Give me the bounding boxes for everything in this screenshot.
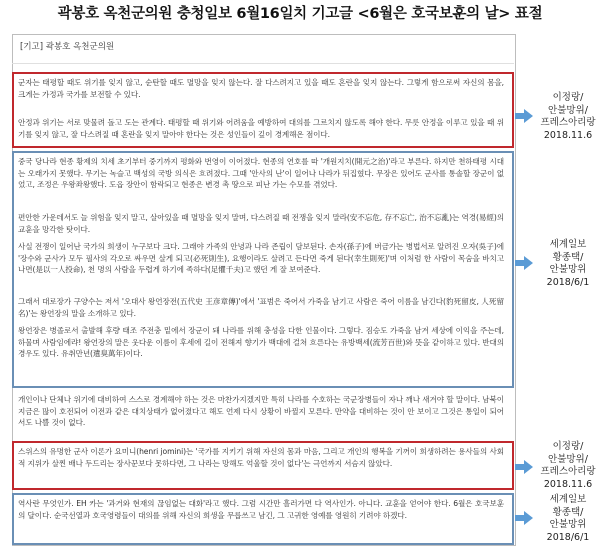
paragraph-9: 스위스의 유명한 군사 이론가 요미니(henri jomini)는 '국가를 지키기 위해 자신의 몸과 마음, 그리고 개인의 행복을 기꺼이 희생하려는 용사들의 사회적 지위가 살찐 배나 두드리는 장사꾼보다 못하다면, 그 나라는 망해도 억울할 것이 없다'는 극언까지 서슴지 않았다. xyxy=(18,447,504,468)
paragraph-2: 안정과 위기는 서로 맞물려 돌고 도는 관계다. 태평할 때 위기와 어려움을 예방하여 대의를 그르치지 않도록 해야 한다. 무릇 안정을 이루고 있을 때 위기를 잊지 않고, 잘 다스려질 때 혼란을 잊지 말아야 한다는 것은 성인들이 깊이 경계해온 점이다. xyxy=(18,118,504,139)
paragraph-6: 그래서 대로장가 구양수는 저서 '오대사 왕언장전(五代史 王彦章傳)'에서 '표범은 죽어서 가죽을 남기고 사람은 죽어 이름을 남긴다(豹死留皮, 人死留名)'는 왕언장의 말을 소개하고 있다. xyxy=(18,297,504,318)
paragraph-5: 사실 전쟁이 일어난 국가의 희생이 누구보다 크다. 그래야 가족의 안녕과 나라 존립이 담보된다. 손자(孫子)에 버금가는 병법서로 알려진 오자(吳子)에 '장수와 군사가 모두 필사의 각오로 싸우면 살게 되고(必死則生), 요행이라도 살려고 든다면 죽게 된다(幸生則死)'며 이처럼 한 사람이 목숨을 바치고 나면(是以一人投命), 천 명의 사람을 두렵게 하기에 족하다(足懼千夫)고 했던 게 잘 보여준다. xyxy=(18,242,504,275)
paragraph-10: 역사란 무엇인가. EH 카는 '과거와 현재의 끊임없는 대화'라고 했다. 그럼 시간만 흘러가면 다 역사인가. 아니다. 교훈을 얻어야 한다. 6월은 호국보훈의 달이다. 순국선열과 호국영령들이 대의를 위해 자신의 희생을 무릅쓰고 남긴, 그 고귀한 영예를 영원히 기려야 하겠다. xyxy=(18,499,504,520)
source-line: 안불망위 xyxy=(549,264,587,275)
source-line: 세계일보 xyxy=(549,239,587,250)
source-date: 2018/6/1 xyxy=(546,276,590,288)
source-label-3 xyxy=(536,441,600,491)
source-line: 황종택/ xyxy=(552,251,584,263)
paragraph-3: 중국 당나라 현종 황제의 치세 초기부터 중기까지 평화와 번영이 이어졌다. 현종의 연호를 따 '개원지치(開元之治)'라고 부른다. 하지만 천하태평 시대는 오래가지 못했다. 무기는 녹슬고 백성의 국방 의식은 흐려졌다. 그때 '안사의 난'이 일어나 나라가 뒤집혔다. 무장은 있어도 군사를 통솔할 장군이 없었고, 조정은 우왕좌왕했다. 도읍 장안이 함락되고 현종은 변경 촉 땅으로 피난 가는 수모를 겪었다. xyxy=(18,157,504,190)
source-line: 이정랑/ xyxy=(552,92,584,103)
paragraph-8: 개인이나 단체나 위기에 대비하여 스스로 경계해야 하는 것은 마찬가지겠지만 특히 나라를 수호하는 국군장병들이 자나 깨나 새겨야 할 말이다. 남북이 지금은 많이 호전되어 이전과 같은 대치상태가 없어졌다고 해도 언제 다시 상황이 바뀔지 모른다. 만약을 대비하는 것이 안 보이고 그것은 통일이 되어서도 나쁠 것이 없다. xyxy=(18,395,504,428)
source-date: 2018.11.6 xyxy=(543,129,593,141)
source-label-4 xyxy=(536,494,600,544)
source-label-1 xyxy=(536,92,600,142)
article-byline: [기고] 곽봉호 옥천군의원 xyxy=(20,42,115,52)
source-line: 안불망위/ xyxy=(548,453,588,465)
source-date: 2018/6/1 xyxy=(546,531,590,543)
paragraph-7: 왕언장은 병졸로서 출발해 후량 태조 주전충 밑에서 장군이 돼 나라를 위해 충성을 다한 인물이다. 그렇다. 짐승도 가죽을 남겨 세상에 이익을 주는데, 하물며 사람임에랴! 왕언장의 말은 웃다운 이름이 후세에 길이 전해져 향기가 백대에 걸쳐 흐른다는 유방백세(流芳百世)와 뜻을 같이하고 있다. 반대의 경우도 있다. 유취만년(遺臭萬年)이다. xyxy=(18,326,504,359)
divider xyxy=(12,63,514,64)
paragraph-4: 편안한 가운데서도 늘 위험을 잊지 말고, 살아있을 때 멸망을 잊지 말며, 다스려질 때 전쟁을 잊지 말라(安不忘危, 存不忘亡, 治不忘亂)는 역경(易經)의 교훈을 망각한 탓이다. xyxy=(18,213,504,234)
source-line: 안불망위 xyxy=(549,519,587,530)
source-line: 세계일보 xyxy=(549,494,587,505)
page-title: 곽봉호 옥천군의원 충청일보 6월16일치 기고글 <6월은 호국보훈의 날> 표절 xyxy=(57,6,543,22)
paragraph-1: 군자는 태평할 때도 위기를 잊지 않고, 순탄할 때도 멸망을 잊지 않는다. 잘 다스려지고 있을 때도 혼란을 잊지 않는다. 그렇게 함으로써 자신의 몸을, 크게는 가정과 국가를 보전할 수 있다. xyxy=(18,78,504,99)
source-line: 이정랑/ xyxy=(552,441,584,452)
source-line: 황종택/ xyxy=(552,506,584,518)
source-line: 프레스아리랑 xyxy=(540,466,596,477)
source-line: 안불망위/ xyxy=(548,104,588,116)
source-label-2 xyxy=(536,239,600,289)
source-date: 2018.11.6 xyxy=(543,478,593,490)
source-line: 프레스아리랑 xyxy=(540,117,596,128)
